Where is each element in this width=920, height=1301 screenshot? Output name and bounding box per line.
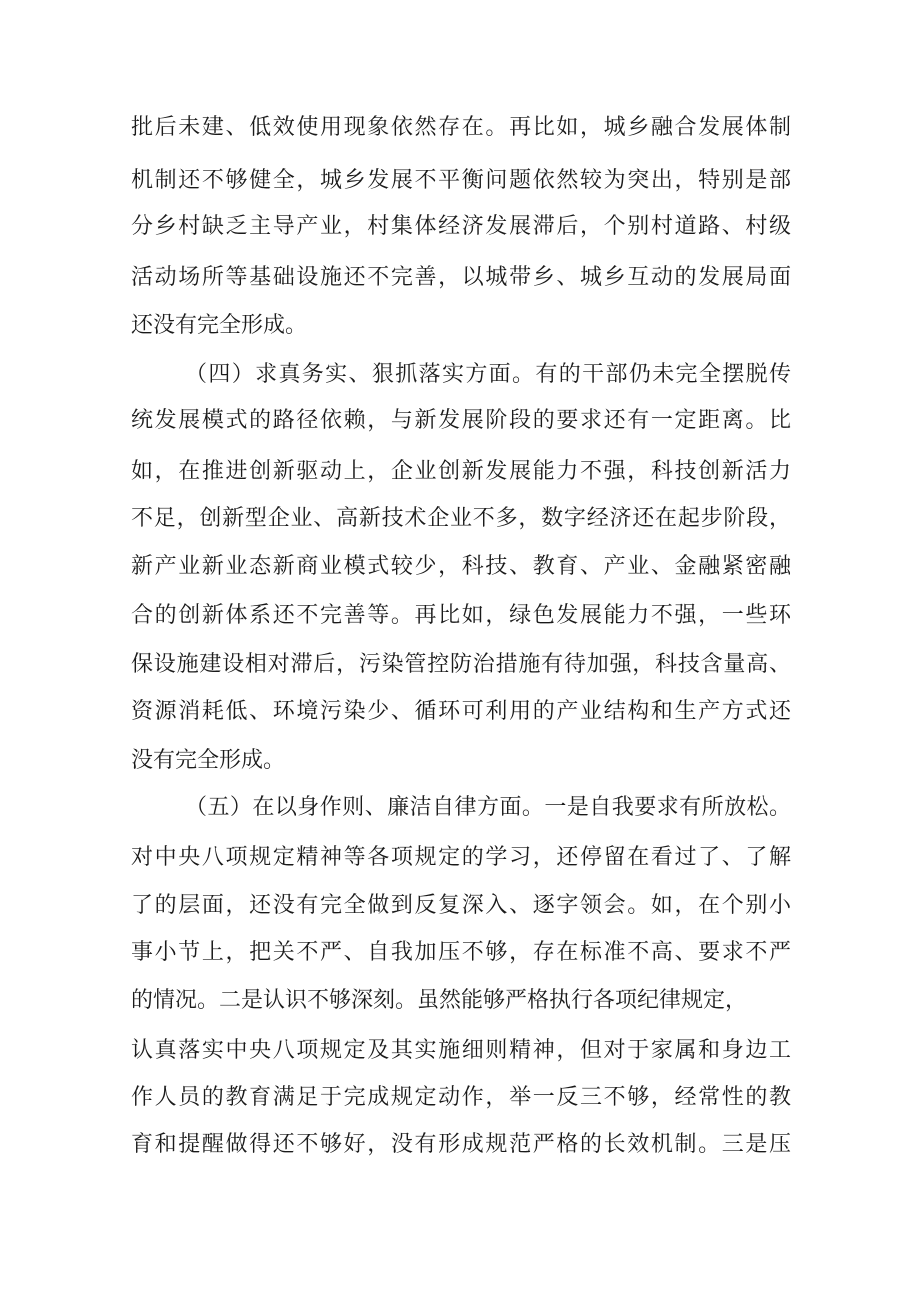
text-line: 作人员的教育满足于完成规定动作，举一反三不够，经常性的教 bbox=[131, 1085, 791, 1110]
text-line: 合的创新体系还不完善等。再比如，绿色发展能力不强，一些环 bbox=[131, 603, 791, 628]
text-line: 事小节上，把关不严、自我加压不够，存在标准不高、要求不严 bbox=[131, 940, 791, 965]
section-heading-5: （五）在以身作则、廉洁自律方面。一是自我要求有所放松。 bbox=[185, 795, 791, 820]
text-line: 统发展模式的路径依赖，与新发展阶段的要求还有一定距离。比 bbox=[131, 408, 791, 433]
text-line: 对中央八项规定精神等各项规定的学习，还停留在看过了、了解 bbox=[131, 845, 791, 870]
text-line: 不足，创新型企业、高新技术企业不多，数字经济还在起步阶段， bbox=[131, 506, 791, 531]
text-line: 没有完全形成。 bbox=[131, 748, 286, 773]
text-line: 育和提醒做得还不够好，没有形成规范严格的长效机制。三是压 bbox=[131, 1132, 791, 1157]
text-line: 机制还不够健全，城乡发展不平衡问题依然较为突出，特别是部 bbox=[131, 168, 791, 193]
text-line: 认真落实中央八项规定及其实施细则精神，但对于家属和身边工 bbox=[131, 1038, 791, 1063]
text-line: 批后未建、低效使用现象依然存在。再比如，城乡融合发展体制 bbox=[131, 115, 791, 140]
text-line: 资源消耗低、环境污染少、循环可利用的产业结构和生产方式还 bbox=[131, 699, 791, 724]
section-heading-4: （四）求真务实、狠抓落实方面。有的干部仍未完全摆脱传 bbox=[185, 362, 791, 387]
text-line: 了的层面，还没有完全做到反复深入、逐字领会。如，在个别小 bbox=[131, 893, 791, 918]
text-line: 的情况。二是认识不够深刻。虽然能够严格执行各项纪律规定， bbox=[131, 988, 748, 1013]
text-line: 分乡村缺乏主导产业，村集体经济发展滞后，个别村道路、村级 bbox=[131, 214, 791, 239]
text-line: 如，在推进创新驱动上，企业创新发展能力不强，科技创新活力 bbox=[131, 459, 791, 484]
text-line: 保设施建设相对滞后，污染管控防治措施有待加强，科技含量高、 bbox=[131, 652, 791, 677]
text-line: 还没有完全形成。 bbox=[131, 313, 308, 338]
text-line: 新产业新业态新商业模式较少，科技、教育、产业、金融紧密融 bbox=[131, 554, 791, 579]
text-line: 活动场所等基础设施还不完善，以城带乡、城乡互动的发展局面 bbox=[131, 265, 791, 290]
